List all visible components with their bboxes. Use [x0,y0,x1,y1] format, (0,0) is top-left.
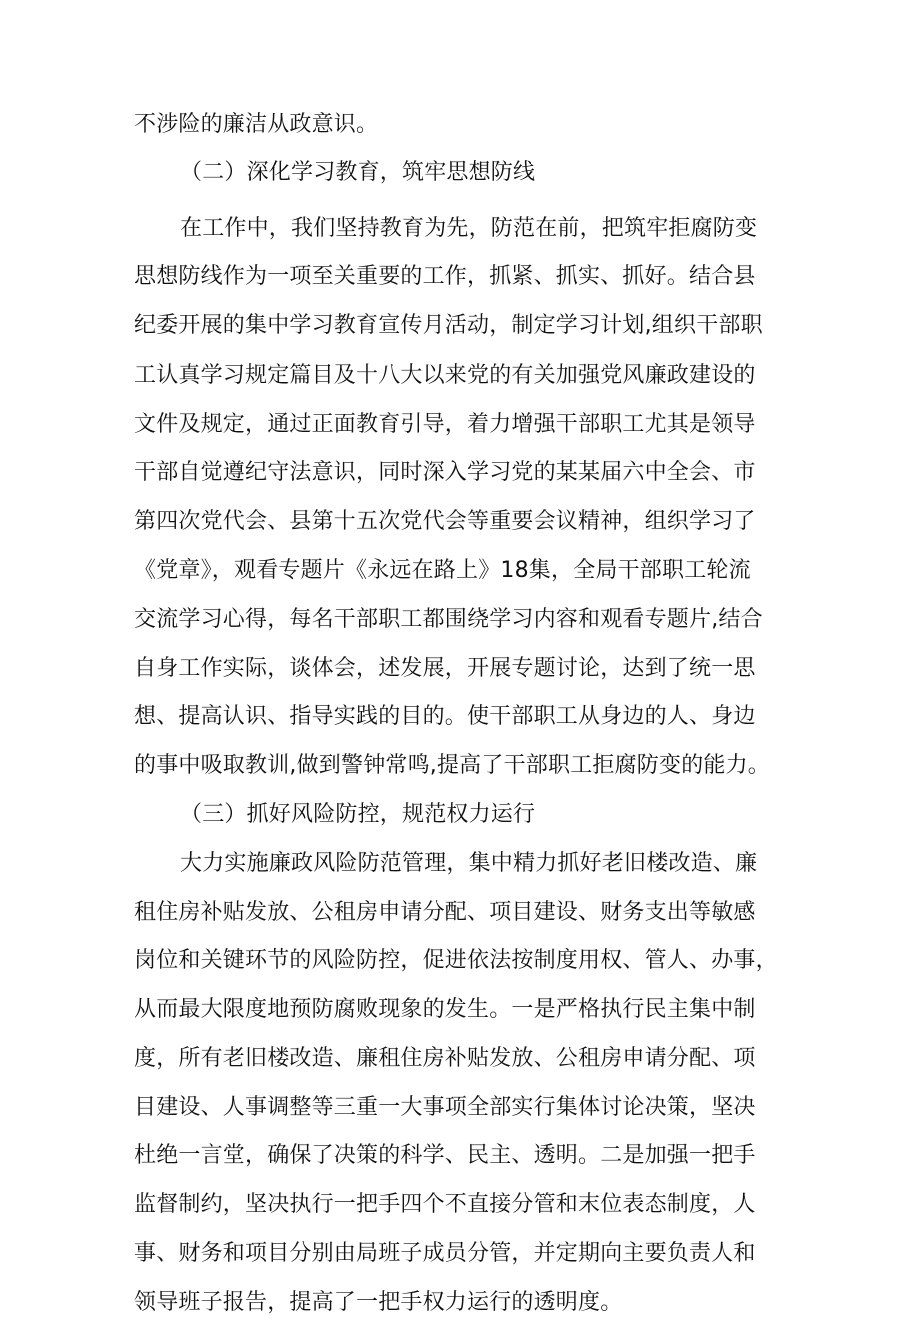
text-line: 干部自觉遵纪守法意识，同时深入学习党的某某届六中全会、市 [134,460,756,485]
text-line: 第四次党代会、县第十五次党代会等重要会议精神，组织学习了 [134,509,756,534]
text-line: 想、提高认识、指导实践的目的。使干部职工从身边的人、身边 [134,704,756,729]
text-line: 工认真学习规定篇目及十八大以来党的有关加强党风廉政建设的 [134,363,756,388]
text-line: 纪委开展的集中学习教育宣传月活动，制定学习计划,组织干部职 [134,313,763,338]
text-line: 交流学习心得，每名干部职工都围绕学习内容和观看专题片,结合 [134,607,763,632]
text-line: 从而最大限度地预防腐败现象的发生。一是严格执行民主集中制 [134,997,756,1022]
text-line: 不涉险的廉洁从政意识。 [134,112,379,137]
text-line: 文件及规定，通过正面教育引导，着力增强干部职工尤其是领导 [134,412,756,437]
section-heading-3: （三）抓好风险防控，规范权力运行 [180,802,536,827]
text-line: 领导班子报告，提高了一把手权力运行的透明度。 [134,1290,623,1315]
text-line: 租住房补贴发放、公租房申请分配、项目建设、财务支出等敏感 [134,900,756,925]
text-line: 目建设、人事调整等三重一大事项全部实行集体讨论决策，坚决 [134,1095,756,1120]
text-line: 思想防线作为一项至关重要的工作，抓紧、抓实、抓好。结合县 [134,264,756,289]
text-line: 杜绝一言堂，确保了决策的科学、民主、透明。二是加强一把手 [134,1143,756,1168]
paragraph-2-line: 在工作中，我们坚持教育为先，防范在前，把筑牢拒腐防变 [180,216,758,241]
text-line: 《党章》，观看专题片《永远在路上》18集，全局干部职工轮流 [134,558,751,583]
section-heading-2: （二）深化学习教育，筑牢思想防线 [180,160,536,185]
text-line: 的事中吸取教训,做到警钟常鸣,提高了干部职工拒腐防变的能力。 [134,753,770,778]
text-line: 岗位和关键环节的风险防控，促进依法按制度用权、管人、办事， [134,948,778,973]
text-line: 度，所有老旧楼改造、廉租住房补贴发放、公租房申请分配、项 [134,1046,756,1071]
text-line: 事、财务和项目分别由局班子成员分管，并定期向主要负责人和 [134,1241,756,1266]
text-line: 自身工作实际，谈体会，述发展，开展专题讨论，达到了统一思 [134,656,756,681]
paragraph-3-line: 大力实施廉政风险防范管理，集中精力抓好老旧楼改造、廉 [180,851,758,876]
text-line: 监督制约，坚决执行一把手四个不直接分管和末位表态制度，人 [134,1192,756,1217]
